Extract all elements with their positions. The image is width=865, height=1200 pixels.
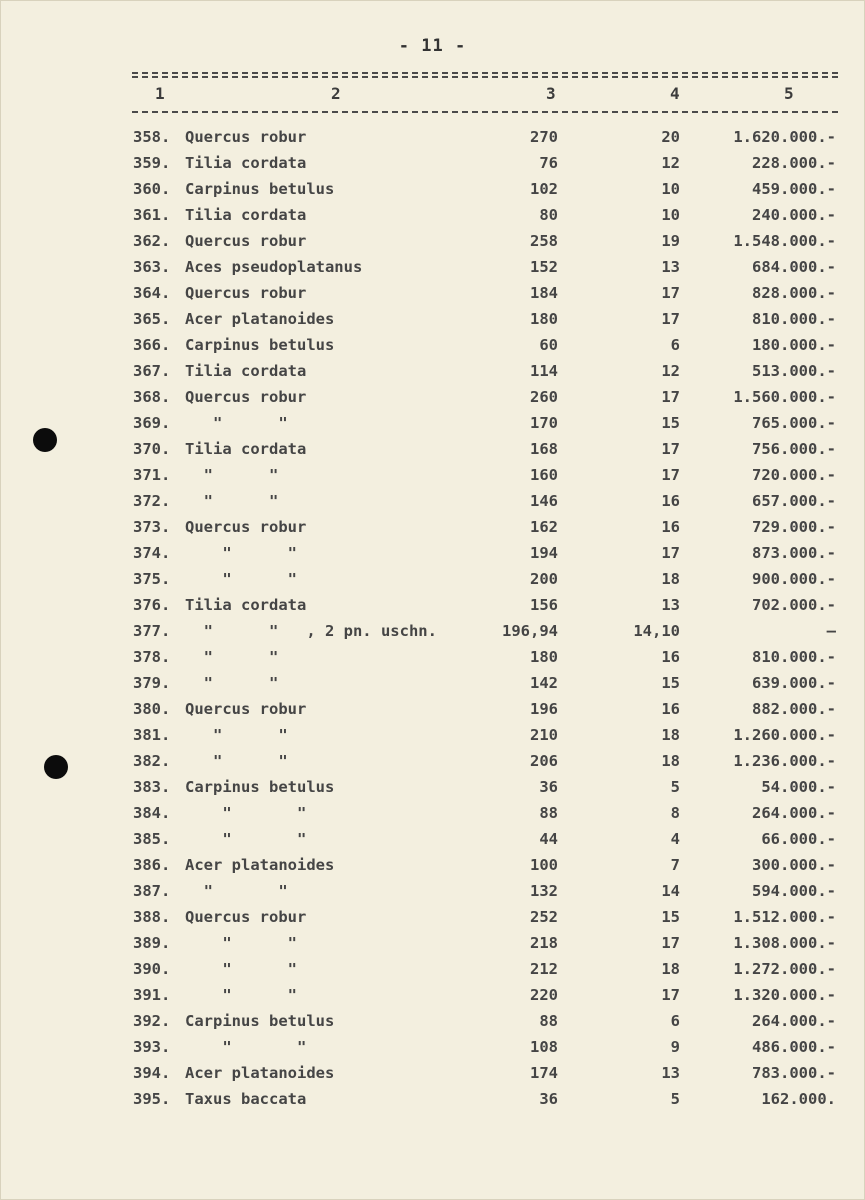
species-name: " " (185, 804, 307, 822)
tree-table (0, 126, 865, 1114)
species-name: Quercus robur (185, 700, 307, 718)
species-name: " " (185, 544, 297, 562)
value-col5: 66.000.- (761, 830, 836, 848)
value-col4: 12 (661, 154, 680, 172)
value-col3: 196,94 (502, 622, 558, 640)
row-number: 366. (133, 336, 171, 354)
value-col3: 100 (530, 856, 558, 874)
row-number: 382. (133, 752, 171, 770)
value-col5: 264.000.- (752, 804, 836, 822)
row-number: 358. (133, 128, 171, 146)
species-name: Tilia cordata (185, 596, 307, 614)
table-row (0, 776, 865, 802)
species-name: " " (185, 934, 297, 952)
table-row (0, 178, 865, 204)
table-row (0, 698, 865, 724)
table-row (0, 464, 865, 490)
punch-hole (33, 428, 57, 452)
table-row (0, 750, 865, 776)
table-row (0, 438, 865, 464)
table-row (0, 282, 865, 308)
row-number: 372. (133, 492, 171, 510)
species-name: Tilia cordata (185, 440, 307, 458)
column-header-3: 3 (546, 84, 556, 103)
value-col4: 5 (670, 1090, 680, 1108)
value-col4: 5 (670, 778, 680, 796)
value-col5: 900.000.- (752, 570, 836, 588)
value-col5: 810.000.- (752, 648, 836, 666)
row-number: 390. (133, 960, 171, 978)
table-row (0, 308, 865, 334)
value-col4: 16 (661, 518, 680, 536)
value-col3: 218 (530, 934, 558, 952)
value-col4: 17 (661, 388, 680, 406)
species-name: Acer platanoides (185, 310, 335, 328)
row-number: 374. (133, 544, 171, 562)
table-row (0, 1088, 865, 1114)
value-col3: 212 (530, 960, 558, 978)
table-row (0, 230, 865, 256)
value-col4: 17 (661, 284, 680, 302)
column-header-2: 2 (331, 84, 341, 103)
value-col3: 132 (530, 882, 558, 900)
value-col3: 156 (530, 596, 558, 614)
value-col5: 1.560.000.- (733, 388, 836, 406)
species-name: Quercus robur (185, 388, 307, 406)
value-col4: 12 (661, 362, 680, 380)
table-row (0, 516, 865, 542)
value-col3: 200 (530, 570, 558, 588)
value-col4: 15 (661, 414, 680, 432)
value-col4: 14 (661, 882, 680, 900)
value-col3: 88 (539, 804, 558, 822)
table-row (0, 256, 865, 282)
value-col5: 1.548.000.- (733, 232, 836, 250)
species-name: " " , 2 pn. uschn. (185, 622, 437, 640)
value-col3: 168 (530, 440, 558, 458)
value-col5: 1.236.000.- (733, 752, 836, 770)
value-col5: 1.620.000.- (733, 128, 836, 146)
table-row (0, 672, 865, 698)
row-number: 392. (133, 1012, 171, 1030)
value-col5: 684.000.- (752, 258, 836, 276)
row-number: 389. (133, 934, 171, 952)
species-name: " " (185, 414, 288, 432)
species-name: Taxus baccata (185, 1090, 307, 1108)
value-col5: 639.000.- (752, 674, 836, 692)
row-number: 362. (133, 232, 171, 250)
table-row (0, 542, 865, 568)
value-col4: 17 (661, 466, 680, 484)
species-name: " " (185, 648, 279, 666)
table-row (0, 620, 865, 646)
value-col3: 60 (539, 336, 558, 354)
row-number: 375. (133, 570, 171, 588)
table-row (0, 412, 865, 438)
header-rule-bottom (132, 111, 838, 113)
species-name: Tilia cordata (185, 154, 307, 172)
value-col5: 594.000.- (752, 882, 836, 900)
species-name: Carpinus betulus (185, 180, 335, 198)
header-rule-top-double (132, 76, 838, 78)
table-row (0, 984, 865, 1010)
value-col5: 810.000.- (752, 310, 836, 328)
row-number: 388. (133, 908, 171, 926)
value-col4: 6 (670, 336, 680, 354)
species-name: Tilia cordata (185, 206, 307, 224)
value-col5: 1.512.000.- (733, 908, 836, 926)
species-name: Carpinus betulus (185, 336, 335, 354)
value-col5: 180.000.- (752, 336, 836, 354)
table-row (0, 1010, 865, 1036)
value-col4: 18 (661, 570, 680, 588)
value-col4: 13 (661, 258, 680, 276)
table-row (0, 568, 865, 594)
table-row (0, 958, 865, 984)
row-number: 394. (133, 1064, 171, 1082)
value-col4: 7 (670, 856, 680, 874)
row-number: 359. (133, 154, 171, 172)
value-col5: 240.000.- (752, 206, 836, 224)
row-number: 387. (133, 882, 171, 900)
row-number: 364. (133, 284, 171, 302)
row-number: 360. (133, 180, 171, 198)
value-col5: 300.000.- (752, 856, 836, 874)
value-col5: 264.000.- (752, 1012, 836, 1030)
species-name: Aces pseudoplatanus (185, 258, 363, 276)
row-number: 385. (133, 830, 171, 848)
value-col5: 729.000.- (752, 518, 836, 536)
table-row (0, 932, 865, 958)
row-number: 380. (133, 700, 171, 718)
value-col5: 720.000.- (752, 466, 836, 484)
value-col5: 459.000.- (752, 180, 836, 198)
value-col4: 18 (661, 752, 680, 770)
species-name: " " (185, 570, 297, 588)
species-name: Carpinus betulus (185, 778, 335, 796)
value-col5: — (826, 622, 836, 640)
value-col4: 16 (661, 648, 680, 666)
row-number: 373. (133, 518, 171, 536)
row-number: 379. (133, 674, 171, 692)
value-col4: 17 (661, 310, 680, 328)
row-number: 363. (133, 258, 171, 276)
value-col5: 873.000.- (752, 544, 836, 562)
value-col4: 16 (661, 700, 680, 718)
row-number: 391. (133, 986, 171, 1004)
species-name: " " (185, 726, 288, 744)
table-row (0, 854, 865, 880)
row-number: 377. (133, 622, 171, 640)
species-name: " " (185, 674, 279, 692)
species-name: Quercus robur (185, 128, 307, 146)
table-row (0, 880, 865, 906)
value-col3: 162 (530, 518, 558, 536)
value-col5: 828.000.- (752, 284, 836, 302)
value-col3: 152 (530, 258, 558, 276)
species-name: Acer platanoides (185, 856, 335, 874)
value-col3: 252 (530, 908, 558, 926)
value-col4: 18 (661, 960, 680, 978)
value-col5: 1.308.000.- (733, 934, 836, 952)
species-name: Quercus robur (185, 232, 307, 250)
value-col3: 270 (530, 128, 558, 146)
value-col3: 108 (530, 1038, 558, 1056)
row-number: 376. (133, 596, 171, 614)
value-col3: 36 (539, 1090, 558, 1108)
value-col5: 783.000.- (752, 1064, 836, 1082)
value-col5: 657.000.- (752, 492, 836, 510)
table-row (0, 386, 865, 412)
species-name: Tilia cordata (185, 362, 307, 380)
value-col4: 18 (661, 726, 680, 744)
row-number: 371. (133, 466, 171, 484)
value-col4: 13 (661, 596, 680, 614)
value-col3: 194 (530, 544, 558, 562)
header-rule-top (132, 72, 838, 74)
value-col4: 15 (661, 908, 680, 926)
row-number: 383. (133, 778, 171, 796)
value-col3: 76 (539, 154, 558, 172)
table-row (0, 594, 865, 620)
species-name: " " (185, 960, 297, 978)
table-row (0, 490, 865, 516)
row-number: 378. (133, 648, 171, 666)
value-col5: 1.320.000.- (733, 986, 836, 1004)
value-col3: 88 (539, 1012, 558, 1030)
value-col3: 146 (530, 492, 558, 510)
table-row (0, 334, 865, 360)
value-col5: 765.000.- (752, 414, 836, 432)
value-col3: 180 (530, 310, 558, 328)
value-col3: 36 (539, 778, 558, 796)
species-name: Carpinus betulus (185, 1012, 335, 1030)
value-col3: 80 (539, 206, 558, 224)
value-col4: 14,10 (633, 622, 680, 640)
value-col4: 17 (661, 986, 680, 1004)
value-col5: 882.000.- (752, 700, 836, 718)
value-col5: 1.272.000.- (733, 960, 836, 978)
column-header-5: 5 (784, 84, 794, 103)
table-row (0, 724, 865, 750)
row-number: 370. (133, 440, 171, 458)
table-row (0, 646, 865, 672)
value-col4: 8 (670, 804, 680, 822)
value-col4: 17 (661, 544, 680, 562)
value-col3: 260 (530, 388, 558, 406)
value-col3: 114 (530, 362, 558, 380)
value-col4: 16 (661, 492, 680, 510)
row-number: 381. (133, 726, 171, 744)
row-number: 393. (133, 1038, 171, 1056)
value-col4: 15 (661, 674, 680, 692)
column-header-4: 4 (670, 84, 680, 103)
value-col5: 1.260.000.- (733, 726, 836, 744)
value-col5: 513.000.- (752, 362, 836, 380)
species-name: Quercus robur (185, 908, 307, 926)
row-number: 386. (133, 856, 171, 874)
page-number: - 11 - (398, 36, 467, 56)
species-name: " " (185, 830, 307, 848)
species-name: " " (185, 752, 288, 770)
value-col3: 160 (530, 466, 558, 484)
value-col4: 4 (670, 830, 680, 848)
value-col4: 6 (670, 1012, 680, 1030)
species-name: Quercus robur (185, 518, 307, 536)
value-col3: 180 (530, 648, 558, 666)
value-col3: 206 (530, 752, 558, 770)
value-col5: 162.000. (761, 1090, 836, 1108)
value-col3: 196 (530, 700, 558, 718)
row-number: 367. (133, 362, 171, 380)
species-name: Acer platanoides (185, 1064, 335, 1082)
value-col5: 228.000.- (752, 154, 836, 172)
value-col4: 17 (661, 440, 680, 458)
value-col4: 19 (661, 232, 680, 250)
value-col3: 258 (530, 232, 558, 250)
column-headers (0, 84, 865, 106)
table-row (0, 360, 865, 386)
species-name: " " (185, 1038, 307, 1056)
table-row (0, 126, 865, 152)
species-name: " " (185, 492, 279, 510)
table-row (0, 204, 865, 230)
row-number: 369. (133, 414, 171, 432)
row-number: 384. (133, 804, 171, 822)
value-col5: 756.000.- (752, 440, 836, 458)
value-col3: 220 (530, 986, 558, 1004)
row-number: 395. (133, 1090, 171, 1108)
value-col3: 174 (530, 1064, 558, 1082)
value-col3: 44 (539, 830, 558, 848)
table-row (0, 802, 865, 828)
table-row (0, 152, 865, 178)
table-row (0, 906, 865, 932)
punch-hole (44, 755, 68, 779)
value-col3: 210 (530, 726, 558, 744)
value-col4: 9 (670, 1038, 680, 1056)
value-col3: 142 (530, 674, 558, 692)
column-header-1: 1 (155, 84, 165, 103)
row-number: 361. (133, 206, 171, 224)
species-name: " " (185, 986, 297, 1004)
value-col5: 486.000.- (752, 1038, 836, 1056)
value-col3: 102 (530, 180, 558, 198)
table-row (0, 828, 865, 854)
value-col4: 20 (661, 128, 680, 146)
value-col3: 184 (530, 284, 558, 302)
value-col5: 54.000.- (761, 778, 836, 796)
value-col4: 13 (661, 1064, 680, 1082)
species-name: Quercus robur (185, 284, 307, 302)
species-name: " " (185, 882, 288, 900)
row-number: 368. (133, 388, 171, 406)
table-row (0, 1036, 865, 1062)
species-name: " " (185, 466, 279, 484)
value-col4: 17 (661, 934, 680, 952)
value-col4: 10 (661, 206, 680, 224)
value-col3: 170 (530, 414, 558, 432)
value-col4: 10 (661, 180, 680, 198)
table-row (0, 1062, 865, 1088)
row-number: 365. (133, 310, 171, 328)
value-col5: 702.000.- (752, 596, 836, 614)
